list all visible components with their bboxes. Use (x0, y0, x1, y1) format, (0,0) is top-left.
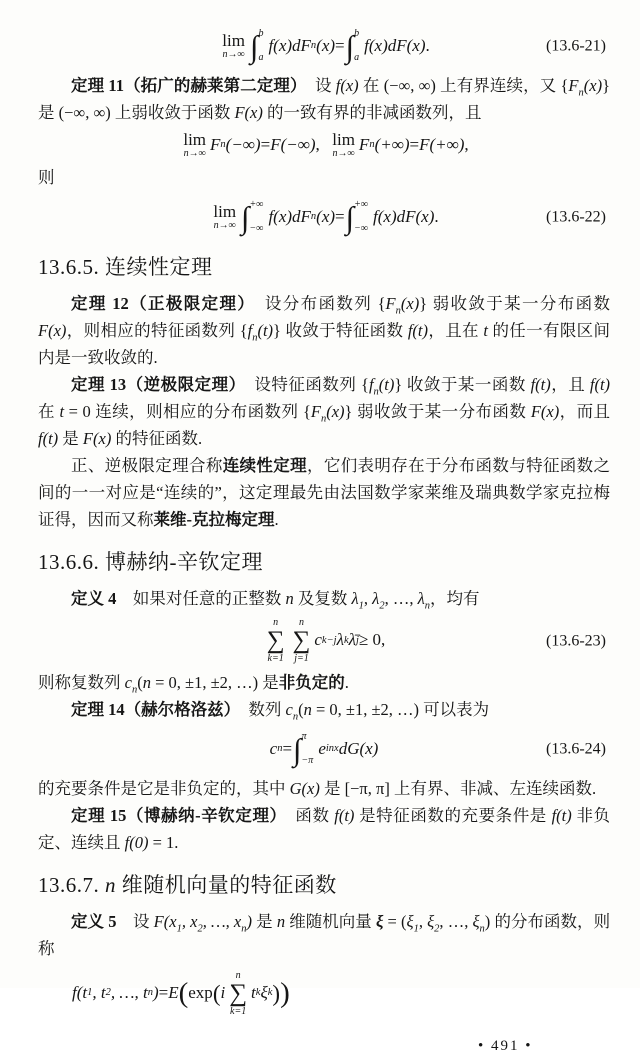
paragraph-continuity-remark (38, 452, 610, 533)
text-run: 正、逆极限定理合称 (71, 456, 223, 475)
text-run: 在 (38, 402, 60, 421)
text-run: 则 (38, 168, 55, 187)
text-run: } 是 (−∞, ∞) 上弱收敛于函数 (38, 76, 610, 122)
text-run: f(t) (530, 375, 551, 394)
paragraph-definition-4 (38, 585, 610, 612)
text-run: , (418, 912, 428, 931)
formula-token-i: E (168, 982, 179, 1002)
formula-token-t: ( (212, 980, 221, 1006)
text-run: ( (298, 700, 304, 719)
text-run: 在 (−∞, ∞) 上有界连续，又 { (358, 76, 569, 95)
formula-token-t: = (335, 206, 345, 226)
text-run: 莱维-克拉梅定理 (153, 510, 275, 529)
text-run: n (241, 923, 247, 935)
text-run: n (105, 873, 116, 897)
formula-token-i: λ (336, 630, 344, 650)
text-run: = 0, ±1, ±2, …) 是 (150, 673, 279, 692)
text-run: f(t) (407, 321, 429, 340)
formula-13-6-24 (38, 728, 610, 770)
formula-token-t: = (282, 738, 293, 758)
text-run: ξ (375, 912, 384, 931)
text-run: 定理 14（赫尔格洛兹） (71, 700, 232, 719)
page-number: • 491 • (478, 1038, 533, 1054)
formula-token-i: λ̄ (348, 630, 357, 650)
formula-token-t: = (335, 35, 345, 55)
text-run: n (320, 413, 327, 425)
text-run: (x) (326, 402, 345, 421)
text-run: n (285, 589, 294, 608)
text-run: c (124, 673, 132, 692)
text-run: (x) (400, 294, 420, 313)
text-run: n (479, 923, 485, 935)
text-run: (x) (583, 76, 603, 95)
formula-token-int: ∫ b a (345, 28, 360, 64)
text-run: n (252, 332, 258, 344)
paragraph-theorem-15 (38, 802, 610, 856)
formula-body: lim n→∞ ∫ +∞ −∞ f(x)dF n (x) = ∫ +∞ −∞ f(x)dF(x) . (213, 199, 439, 235)
text-run: , x (181, 912, 198, 931)
text-run: 定理 12（正极限定理） (71, 294, 247, 313)
text-run: } 弱收敛于某一分布函数 (419, 294, 611, 313)
text-run: ) (246, 912, 252, 931)
formula-token-i: F (358, 134, 370, 154)
section-heading-13-6-6: 13.6.6. 博赫纳-辛钦定理 (38, 550, 263, 574)
formula-token-i: (x) (316, 35, 336, 55)
text-run: n (292, 711, 299, 723)
text-run: 维随机向量 (285, 912, 376, 931)
formula-token-sum: n ∑ k=1 (229, 969, 248, 1017)
formula-token-sum: n ∑ j=1 (292, 617, 311, 664)
text-run: = 0 连续，则相应的分布函数列 { (64, 402, 311, 421)
text-run: f(t) (334, 806, 355, 825)
formula-token-t: = (260, 134, 271, 154)
text-run: F(x (153, 912, 177, 931)
formula-token-int: ∫ +∞ −∞ (241, 199, 264, 235)
text-run: 2 (379, 600, 385, 612)
formula-token-int: ∫ +∞ −∞ (345, 199, 369, 235)
formula-token-i: F(+∞) (419, 134, 465, 154)
formula-token-i: c (269, 738, 278, 758)
text-run: = 0, ±1, ±2, …) 可以表为 (311, 700, 490, 719)
equation-number: (13.6-24) (546, 740, 606, 758)
text-run: , …, (439, 912, 473, 931)
text-run: 定义 4 (71, 589, 117, 608)
text-run: 如果对任意的正整数 (116, 589, 286, 608)
formula-token-t: ) (280, 976, 290, 1009)
text-run: λ (372, 589, 380, 608)
formula-13-6-21 (38, 25, 610, 67)
paragraph-theorem-12 (38, 290, 610, 371)
equation-number: (13.6-22) (546, 208, 606, 226)
formula-token-t: , (464, 134, 469, 154)
formula-token-i: i (220, 982, 226, 1002)
text-run: F (310, 402, 321, 421)
equation-number: (13.6-23) (546, 631, 606, 649)
text-run: } 弱收敛于某一分布函数 (344, 402, 531, 421)
paragraph-theorem-11 (38, 72, 610, 126)
equation-number: (13.6-21) (546, 37, 606, 55)
text-run: 是 [−π, π] 上有界、非减、左连续函数. (319, 779, 597, 798)
text-run: 的任一有限区间内是一致收敛的. (38, 321, 611, 367)
text-run: } 收敛于某一函数 (394, 375, 531, 394)
text-run: ξ (427, 912, 435, 931)
formula-token-i: f(x)dF (268, 206, 311, 226)
text-run: = ( (383, 912, 407, 931)
text-run: n (578, 87, 584, 99)
formula-token-i: f(x)dF(x) (364, 35, 426, 55)
formula-token-t: ≥ 0, (358, 630, 386, 650)
text-run: ( (137, 673, 143, 692)
text-run: t (483, 321, 488, 340)
formula-13-6-22 (38, 196, 610, 238)
text-run: 2 (434, 923, 440, 935)
text-run: 1 (413, 923, 419, 935)
formula-body: lim n→∞ F n (−∞) = F(−∞) , lim n→∞ F n (+∞) = F(+∞) , (183, 130, 469, 159)
paragraph-then (38, 164, 610, 191)
text-run: 的特征函数. (111, 429, 203, 448)
text-run: t (59, 402, 65, 421)
formula-token-lim: lim n→∞ (332, 130, 355, 159)
text-run: n (395, 305, 401, 317)
text-run: , (363, 589, 373, 608)
text-run: G(x) (289, 779, 320, 798)
text-run: 数列 (231, 700, 286, 719)
formula-token-i: (x) (316, 206, 336, 226)
formula-characteristic-function (38, 967, 610, 1019)
formula-token-i: F(−∞) (270, 134, 316, 154)
formula-token-i: dG(x) (338, 738, 379, 758)
formula-token-i: (+∞) (374, 134, 410, 154)
formula-token-t: . (425, 35, 430, 55)
text-run: 非负定、连续且 (38, 806, 611, 852)
text-run: n (303, 700, 312, 719)
text-run: 2 (197, 923, 203, 935)
section-heading-13-6-7 (38, 873, 610, 897)
text-run: ，则相应的特征函数列 { (66, 321, 248, 340)
text-run: , …, (384, 589, 418, 608)
text-run: F (385, 294, 396, 313)
text-run: 1 (358, 600, 364, 612)
formula-token-i: (−∞) (225, 134, 261, 154)
text-run: 非负定的 (278, 673, 345, 692)
paragraph-theorem-13 (38, 371, 610, 452)
formula-token-i: c (314, 630, 322, 650)
text-run: 定理 13（逆极限定理） (71, 375, 238, 394)
formula-token-i: f(t (72, 982, 88, 1002)
formula-token-i: ξ (260, 982, 268, 1002)
text-run: , …, x (202, 912, 242, 931)
formula-13-6-23 (38, 617, 610, 664)
text-run: ，且在 (428, 321, 484, 340)
text-run: f(t) (589, 375, 611, 394)
text-run: . (274, 510, 279, 529)
text-run: 的一致有界的非减函数列，且 (262, 103, 482, 122)
text-run: 设特征函数列 { (237, 375, 369, 394)
text-run: ξ (472, 912, 480, 931)
text-run: 是特征函数的充要条件是 (354, 806, 552, 825)
formula-token-i: t (251, 982, 256, 1002)
text-run: F(x) (234, 103, 263, 122)
text-run: F (568, 76, 579, 95)
paragraph-theorem-14 (38, 696, 610, 723)
formula-token-i: , …, t (110, 982, 148, 1002)
formula-token-i: f(x)dF(x) (373, 206, 435, 226)
text-run: c (285, 700, 293, 719)
text-run: ) 的分布函数，则称 (38, 912, 611, 958)
text-run: f(t) (38, 429, 59, 448)
formula-limits (38, 128, 610, 162)
text-run: ，而且 (559, 402, 611, 421)
text-run: 设分布函数列 { (247, 294, 386, 313)
text-run: 定理 15（博赫纳-辛钦定理） (71, 806, 279, 825)
formula-token-int: ∫ b a (249, 28, 264, 64)
text-run: n (142, 673, 151, 692)
paragraph-definition-5 (38, 908, 610, 962)
text-run: F(x) (38, 321, 67, 340)
formula-body: n ∑ k=1 n ∑ j=1 c k−j λ k λ̄ j ≥ 0, (266, 617, 386, 664)
text-run: . (344, 673, 349, 692)
text-run: 是 (251, 912, 277, 931)
text-run: 13.6.7. (38, 873, 105, 897)
formula-token-lim: lim n→∞ (213, 202, 237, 231)
text-run: f (368, 375, 374, 394)
text-run: = 1. (148, 833, 179, 852)
formula-token-sum: n ∑ k=1 (266, 617, 285, 664)
text-run: (t) (378, 375, 395, 394)
formula-token-lim: lim n→∞ (222, 31, 245, 60)
text-run: ，且 (550, 375, 590, 394)
text-run: f(0) (124, 833, 149, 852)
text-run: f(x) (335, 76, 359, 95)
text-run: f(t) (551, 806, 572, 825)
formula-token-i: , t (92, 982, 106, 1002)
formula-token-i: F (210, 134, 221, 154)
text-run: 维随机向量的特征函数 (116, 873, 337, 897)
formula-token-i: e (318, 738, 326, 758)
formula-body: f(t 1 , t 2 , …, t n ) = E ( exp ( i n ∑ k=1 t k ξ k ) ) (72, 969, 290, 1017)
formula-token-t: exp (188, 982, 213, 1002)
paragraph-nonnegative-definite (38, 669, 610, 696)
text-run: n (373, 386, 379, 398)
text-run: F(x) (82, 429, 112, 448)
text-run: 1 (176, 923, 182, 935)
formula-token-t: = (409, 134, 420, 154)
formula-body: c n = ∫ π −π e inx dG(x) (269, 731, 379, 767)
formula-token-t: ( (178, 976, 189, 1009)
text-run: 定义 5 (71, 912, 117, 931)
text-run: 是 (58, 429, 83, 448)
text-run: n (424, 600, 430, 612)
text-run: 及复数 (293, 589, 352, 608)
text-run: 函数 (278, 806, 335, 825)
text-run: 设 (116, 912, 154, 931)
formula-token-lim: lim n→∞ (183, 130, 207, 159)
text-run: ，均有 (429, 589, 480, 608)
formula-token-i: ) (152, 982, 159, 1002)
text-run: 的充要条件是它是非负定的，其中 (38, 779, 290, 798)
text-run: 设 (298, 76, 336, 95)
text-run: F(x) (530, 402, 560, 421)
formula-token-i: f(x)dF (268, 35, 311, 55)
formula-token-t: . (434, 206, 439, 226)
text-run: } 收敛于特征函数 (273, 321, 408, 340)
formula-token-t: , (315, 134, 329, 154)
formula-token-int: ∫ π −π (293, 731, 314, 767)
text-run: (t) (257, 321, 274, 340)
formula-body: lim n→∞ ∫ b a f(x)dF n (x) = ∫ b a f(x)dF(x) . (222, 28, 430, 64)
text-run: n (276, 912, 286, 931)
formula-token-t: = (158, 982, 169, 1002)
text-run: 连续性定理 (222, 456, 307, 475)
section-heading-13-6-5: 13.6.5. 连续性定理 (38, 255, 213, 279)
text-run: f (247, 321, 253, 340)
text-run: ξ (406, 912, 414, 931)
text-run: λ (351, 589, 359, 608)
text-run: 则称复数列 (38, 673, 125, 692)
formula-token-t: ) (272, 980, 281, 1006)
text-run: n (131, 684, 138, 696)
text-run: λ (417, 589, 425, 608)
paragraph-theorem-14-condition (38, 775, 610, 802)
text-run: ，它们表明存在于分布函数与特征函数之间的一一对应是“连续的”，这定理最先由法国数学家莱维及瑞典数学家克拉梅证得，因而又称 (38, 456, 611, 529)
text-run: 定理 11（拓广的赫莱第二定理） (71, 76, 299, 95)
